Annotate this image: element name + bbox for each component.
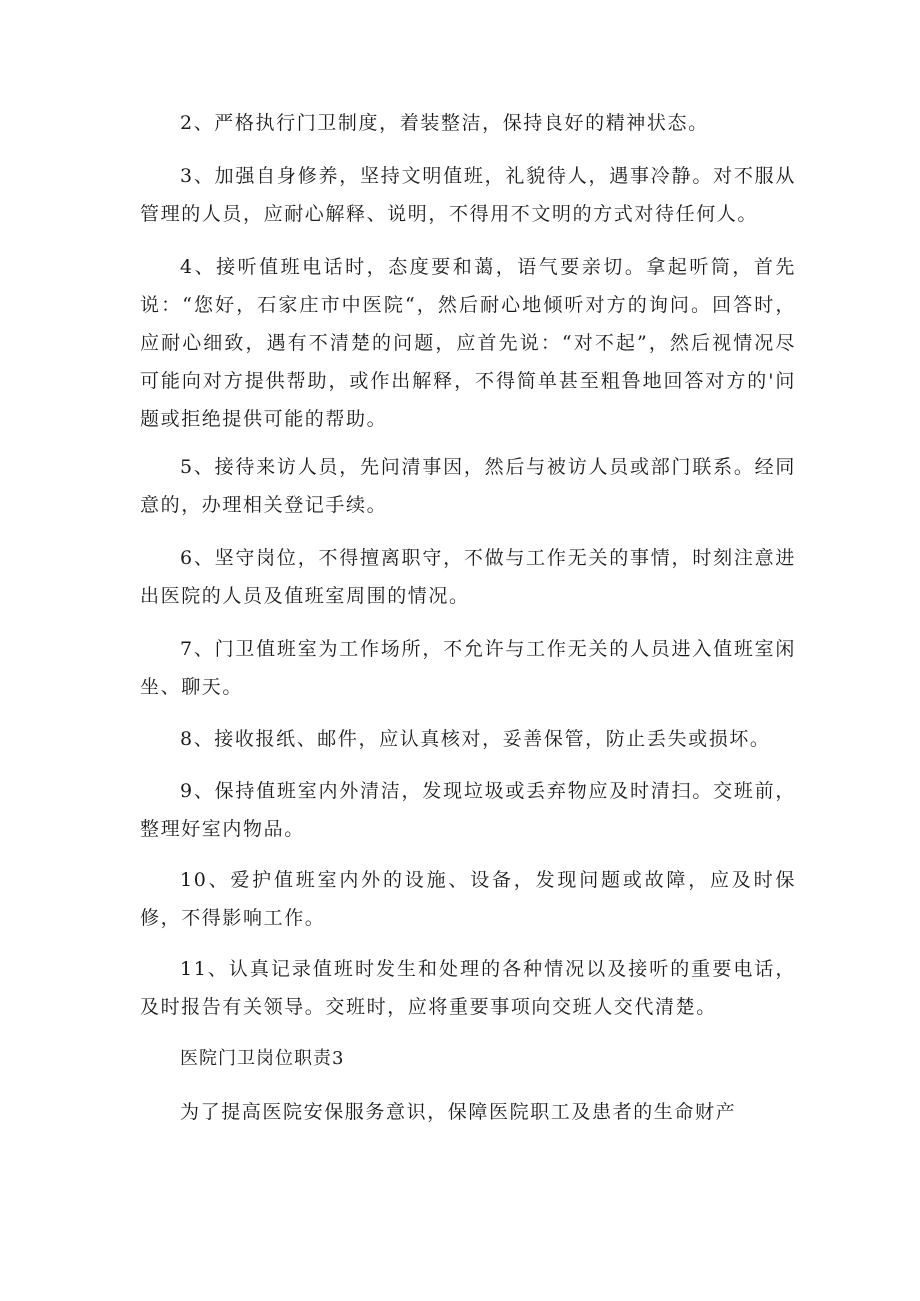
- paragraph-item-10: 10、爱护值班室内外的设施、设备，发现问题或故障，应及时保修，不得影响工作。: [140, 869, 796, 929]
- paragraph-item-2: 2、严格执行门卫制度，着装整洁，保持良好的精神状态。: [180, 112, 709, 134]
- paragraph-item-11: 11、认真记录值班时发生和处理的各种情况以及接听的重要电话，及时报告有关领导。交班时，应将重要事项向交班人交代清楚。: [140, 958, 796, 1018]
- paragraph-item-8: 8、接收报纸、邮件，应认真核对，妥善保管，防止丢失或损坏。: [180, 728, 771, 750]
- intro-paragraph: 为了提高医院安保服务意识，保障医院职工及患者的生命财产: [180, 1101, 737, 1123]
- paragraph-item-4: 4、接听值班电话时，态度要和蔼，语气要亲切。拿起听筒，首先说：“您好，石家庄市中医院“，然后耐心地倾听对方的询问。回答时，应耐心细致，遇有不清楚的问题，应首先说：“对不起”，然后视情况尽可能向对方提供帮助，或作出解释，不得简单甚至粗鲁地回答对方的'问题或拒绝提供可能的帮助。: [140, 256, 796, 430]
- paragraph-item-5: 5、接待来访人员，先问清事因，然后与被访人员或部门联系。经同意的，办理相关登记手续。: [140, 456, 796, 516]
- paragraph-item-3: 3、加强自身修养，坚持文明值班，礼貌待人，遇事冷静。对不服从管理的人员，应耐心解释、说明，不得用不文明的方式对待任何人。: [140, 165, 796, 225]
- paragraph-item-9: 9、保持值班室内外清洁，发现垃圾或丢弃物应及时清扫。交班前，整理好室内物品。: [140, 780, 796, 840]
- section-heading: 医院门卫岗位职责3: [180, 1048, 345, 1069]
- paragraph-item-7: 7、门卫值班室为工作场所，不允许与工作无关的人员进入值班室闲坐、聊天。: [140, 638, 796, 698]
- paragraph-item-6: 6、坚守岗位，不得擅离职守，不做与工作无关的事情，时刻注意进出医院的人员及值班室周围的情况。: [140, 547, 796, 607]
